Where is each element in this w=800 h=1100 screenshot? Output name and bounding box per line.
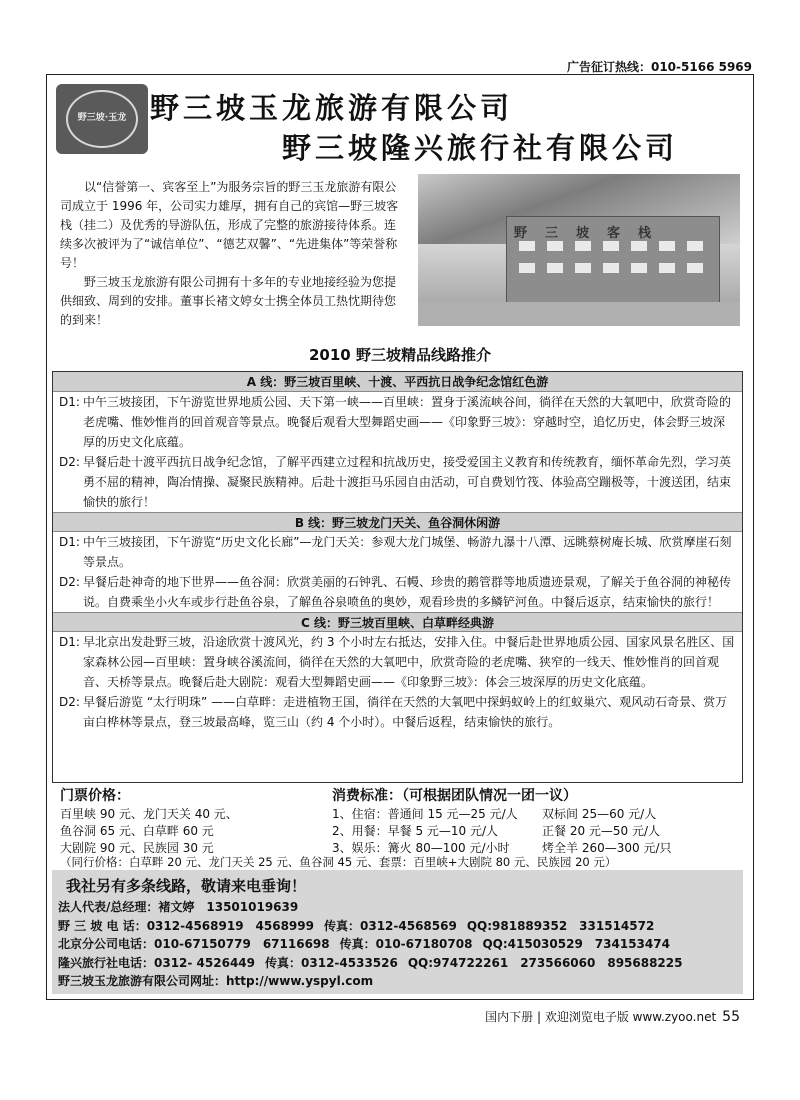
cost-row <box>332 823 742 840</box>
route-a-day2 <box>53 452 742 512</box>
route-c-header: C 线：野三坡百里峡、白草畔经典游 <box>53 612 742 632</box>
ticket-row: 大剧院 90 元、民族园 30 元 <box>60 841 214 855</box>
route-b-header: B 线：野三坡龙门天关、鱼谷洞休闲游 <box>53 512 742 532</box>
ticket-row: 百里峡 90 元、龙门天关 40 元、 <box>60 807 238 821</box>
page-number: 55 <box>722 1009 740 1025</box>
contact-qq: QQ:974722261 273566060 895688225 <box>407 955 683 970</box>
legal-rep: 法人代表/总经理：褚文婷 13501019639 <box>58 900 299 914</box>
contact-row <box>58 935 737 954</box>
route-a-header: A 线：野三坡百里峡、十渡、平西抗日战争纪念馆红色游 <box>53 372 742 392</box>
day-label: D2: <box>59 575 80 589</box>
day-label: D2: <box>59 455 80 469</box>
contact-row <box>58 954 737 973</box>
day-text: 中午三坡接团，下午游览世界地质公园、天下第一峡——百里峡：置身于溪流峡谷间，徜徉在天然的大氧吧中，欣赏奇险的老虎嘴、惟妙惟肖的回首观音等景点。晚餐后观看大型舞蹈史画——《印象野三坡》：穿越时空，追忆历史，体会野三坡深厚的历史文化底蕴。 <box>83 395 732 449</box>
photo-sign: 野三坡客栈 <box>514 226 670 241</box>
intro-paragraph-2: 野三坡玉龙旅游有限公司拥有十多年的专业地接经验为您提供细致、周到的安排。董事长褚文婷女士携全体员工热忱期待您的到来！ <box>60 275 397 327</box>
contact-fax: 传真：0312-4568569 <box>324 918 457 933</box>
day-label: D1: <box>59 635 80 649</box>
cost-item: 烤全羊 260—300 元/只 <box>542 841 672 855</box>
day-label: D1: <box>59 535 80 549</box>
hotel-photo <box>418 174 740 326</box>
route-c-day2 <box>53 692 742 732</box>
cost-item: 1、住宿：普通间 15 元—25 元/人 <box>332 807 518 821</box>
cost-heading: 消费标准：（可根据团队情况一团一议） <box>332 788 577 804</box>
ticket-prices <box>60 786 360 857</box>
route-b-day1 <box>53 532 742 572</box>
contact-box <box>52 870 743 994</box>
contact-fax: 传真：0312-4533526 <box>265 955 398 970</box>
routes-title: 2010 野三坡精品线路推介 <box>309 346 491 364</box>
page-footer <box>485 1008 740 1025</box>
website-line: 野三坡玉龙旅游有限公司网址：http://www.yspyl.com <box>58 974 374 988</box>
contact-phone: 野 三 坡 电 话：0312-4568919 4568999 <box>58 918 314 933</box>
cost-row <box>332 806 742 823</box>
company-title-1: 野三坡玉龙旅游有限公司 <box>150 91 514 125</box>
peer-price-note: （同行价格：白草畔 20 元、龙门天关 25 元、鱼谷洞 45 元、套票：百里峡+大剧院 80 元、民族园 20 元） <box>60 855 617 869</box>
footer-section: 国内下册 | 欢迎浏览电子版 www.zyoo.net <box>485 1010 717 1024</box>
cost-item: 2、用餐：早餐 5 元—10 元/人 <box>332 824 499 838</box>
ticket-row: 鱼谷洞 65 元、白草畔 60 元 <box>60 824 214 838</box>
contact-phone: 隆兴旅行社电话：0312- 4526449 <box>58 955 256 970</box>
route-c-day1 <box>53 632 742 692</box>
cost-item: 双标间 25—60 元/人 <box>542 807 657 821</box>
day-label: D1: <box>59 395 80 409</box>
route-b-day2 <box>53 572 742 612</box>
company-logo <box>56 84 148 154</box>
cost-standards <box>332 786 742 857</box>
day-text: 早餐后游览 “太行明珠” ——白草畔：走进植物王国，徜徉在天然的大氧吧中探蚂蚁岭上的红蚁巢穴、观风动石奇景、赏万亩白桦林等景点，登三坡最高峰，览三山（约 4 个小时）。中餐后返程，结束愉快的旅行。 <box>83 695 728 729</box>
intro-paragraph-1: 以“信誉第一、宾客至上”为服务宗旨的野三玉龙旅游有限公司成立于 1996 年，公司实力雄厚，拥有自己的宾馆—野三坡客栈（挂二）及优秀的导游队伍，形成了完整的旅游接待体系。连续多次被评为了“诚信单位”、“德艺双馨”、“先进集体”等荣誉称号！ <box>60 180 399 270</box>
cost-item: 正餐 20 元—50 元/人 <box>542 824 661 838</box>
logo-text: 野三坡·玉龙 <box>77 113 127 123</box>
day-text: 早餐后赴神奇的地下世界——鱼谷洞：欣赏美丽的石钟乳、石幔、珍贵的鹅管群等地质遗迹景观，了解关于鱼谷洞的神秘传说。自费乘坐小火车或步行赴鱼谷泉，了解鱼谷泉喷鱼的奥妙，观看珍贵的多鳞铲河鱼。中餐后返京，结束愉快的旅行！ <box>83 575 732 609</box>
photo-ground <box>418 302 740 326</box>
contact-fax: 传真：010-67180708 <box>339 937 473 951</box>
route-a-day1 <box>53 392 742 452</box>
ticket-heading: 门票价格： <box>60 788 130 804</box>
ad-hotline: 广告征订热线：010-5166 5969 <box>566 60 752 74</box>
cost-item: 3、娱乐：篝火 80—100 元/小时 <box>332 841 510 855</box>
day-text: 早餐后赴十渡平西抗日战争纪念馆，了解平西建立过程和抗战历史，接受爱国主义教育和传统教育，缅怀革命先烈，学习英勇不屈的精神，陶冶情操、凝聚民族精神。后赴十渡拒马乐园自由活动，可自费划竹筏、体验高空蹦极等，十渡送团，结束愉快的旅行！ <box>83 455 732 509</box>
contact-qq: QQ:981889352 331514572 <box>466 918 655 933</box>
contact-qq: QQ:415030529 734153474 <box>482 937 670 951</box>
contact-row <box>58 917 737 936</box>
day-text: 中午三坡接团，下午游览“历史文化长廊”—龙门天关：参观大龙门城堡、畅游九瀑十八潭、远眺蔡树庵长城、欣赏摩崖石刻等景点。 <box>83 535 732 569</box>
day-text: 早北京出发赴野三坡，沿途欣赏十渡风光，约 3 个小时左右抵达，安排入住。中餐后赴世界地质公园、国家风景名胜区、国家森林公园—百里峡：置身峡谷溪流间，徜徉在天然的大氧吧中，欣赏奇险的老虎嘴、狭窄的一线天、惟妙惟肖的回首观音、天桥等景点。晚餐后赴大剧院：观看大型舞蹈史画——《印象野三坡》：体会三坡深厚的历史文化底蕴。 <box>83 635 735 689</box>
contact-phone: 北京分公司电话：010-67150779 67116698 <box>58 937 330 951</box>
inquiry-banner: 我社另有多条线路，敬请来电垂询！ <box>66 877 307 895</box>
day-label: D2: <box>59 695 80 709</box>
routes-table <box>52 371 743 783</box>
company-title-2: 野三坡隆兴旅行社有限公司 <box>282 131 679 165</box>
